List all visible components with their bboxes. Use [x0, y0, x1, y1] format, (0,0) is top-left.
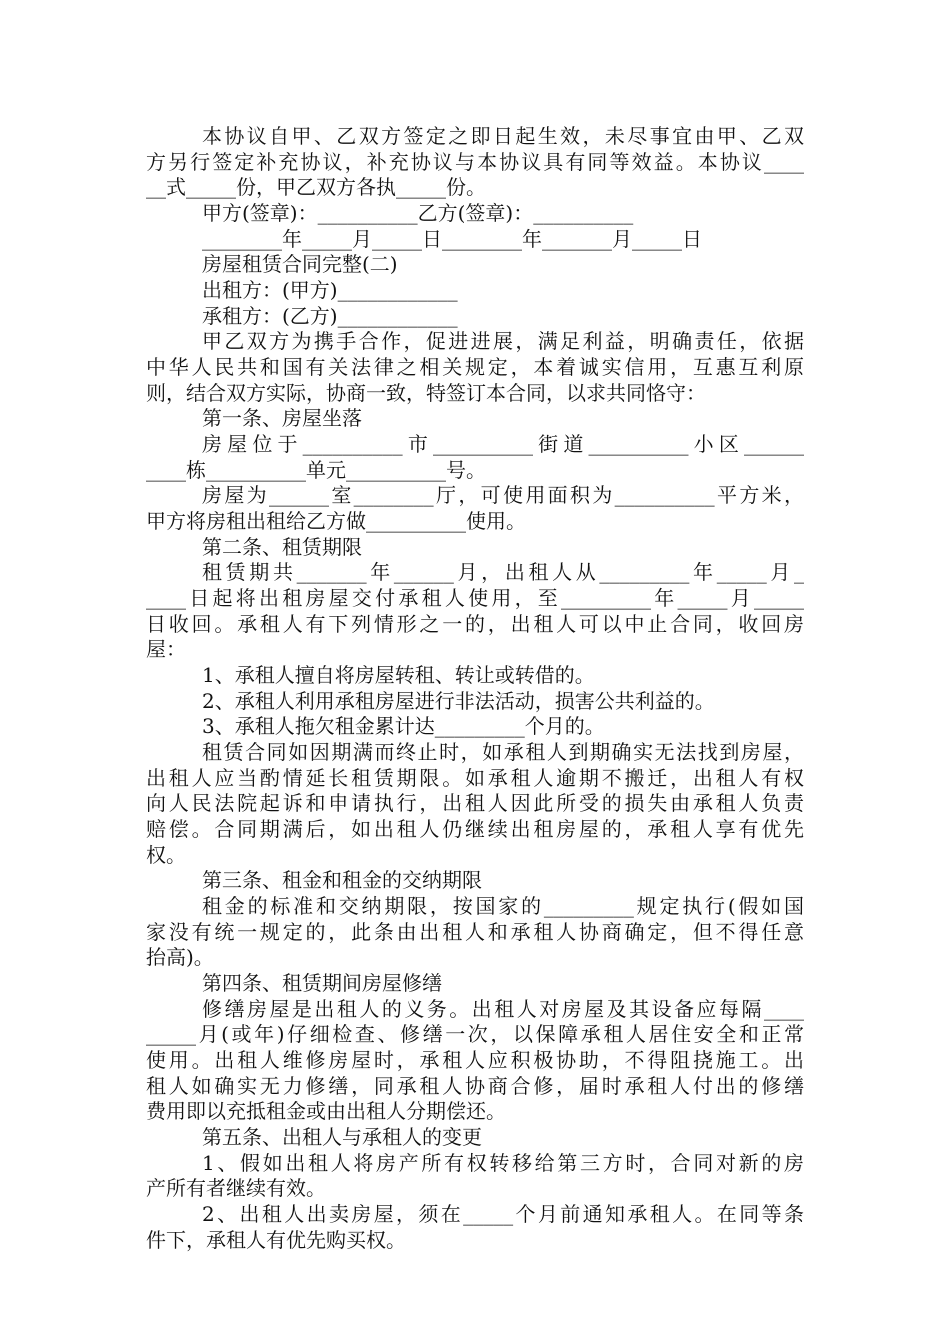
- text-line: 甲乙双方为携手合作，促进进展，满足利益，明确责任，依据: [202, 329, 804, 353]
- text-line: 方另行签定补充协议，补充协议与本协议具有同等效益。本协议____: [146, 150, 804, 174]
- text-line: 家没有统一规定的，此条由出租人和承租人协商确定，但不得任意: [146, 920, 804, 944]
- text-line: 出租方：(甲方)____________: [202, 278, 458, 302]
- text-line: 件下，承租人有优先购买权。: [146, 1228, 406, 1252]
- text-line: 中华人民共和国有关法律之相关规定，本着诚实信用，互惠互利原: [146, 355, 804, 379]
- text-line: 租赁合同如因期满而终止时，如承租人到期确实无法找到房屋，: [202, 740, 804, 764]
- list-item: 2、出租人出卖房屋，须在_____个月前通知承租人。在同等条: [202, 1202, 804, 1226]
- text-line: 权。: [146, 843, 186, 867]
- list-item: 1、承租人擅自将房屋转租、转让或转借的。: [202, 663, 595, 687]
- text-line: 费用即以充抵租金或由出租人分期偿还。: [146, 1099, 506, 1123]
- text-line: 甲方将房租出租给乙方做__________使用。: [146, 509, 526, 533]
- list-item: 3、承租人拖欠租金累计达_________个月的。: [202, 714, 605, 738]
- text-line: ________年_____月_____日________年_______月_____日: [202, 227, 702, 251]
- list-item: 1、假如出租人将房产所有权转移给第三方时，合同对新的房: [202, 1151, 804, 1175]
- text-line: 赔偿。合同期满后，如出租人仍继续出租房屋的，承租人享有优先: [146, 817, 804, 841]
- text-line: 出租人应当酌情延长租赁期限。如承租人逾期不搬迁，出租人有权: [146, 766, 804, 790]
- text-line: 租赁期共_______年______月，出租人从_________年_____月_: [202, 560, 804, 584]
- article-heading: 第一条、房屋坐落: [202, 406, 362, 430]
- article-heading: 第三条、租金和租金的交纳期限: [202, 868, 482, 892]
- document-page: [146, 0, 816, 1344]
- text-line: 日收回。承租人有下列情形之一的，出租人可以中止合同，收回房: [146, 612, 804, 636]
- text-line: 租金的标准和交纳期限，按国家的_________规定执行(假如国: [202, 894, 804, 918]
- article-heading: 第二条、租赁期限: [202, 535, 362, 559]
- text-line: 屋：: [146, 637, 186, 661]
- section-title: 房屋租赁合同完整(二): [202, 252, 398, 276]
- text-line: 则，结合双方实际，协商一致，特签订本合同，以求共同恪守：: [146, 381, 706, 405]
- text-line: 甲方(签章)：__________乙方(签章)：__________: [202, 201, 634, 225]
- text-line: 租人如确实无力修缮，同承租人协商合修，届时承租人付出的修缮: [146, 1074, 804, 1098]
- text-line: __式_____份，甲乙双方各执_____份。: [146, 175, 486, 199]
- text-line: 向人民法院起诉和申请执行，出租人因此所受的损失由承租人负责: [146, 791, 804, 815]
- text-line: 本协议自甲、乙双方签定之即日起生效，未尽事宜由甲、乙双: [202, 124, 804, 148]
- article-heading: 第四条、租赁期间房屋修缮: [202, 971, 442, 995]
- text-line: _____月(或年)仔细检查、修缮一次，以保障承租人居住安全和正常: [146, 1022, 804, 1046]
- text-line: 修缮房屋是出租人的义务。出租人对房屋及其设备应每隔____: [202, 997, 804, 1021]
- text-line: ____栋__________单元__________号。: [146, 458, 486, 482]
- text-line: 抬高)。: [146, 945, 214, 969]
- article-heading: 第五条、出租人与承租人的变更: [202, 1125, 482, 1149]
- text-line: 承租方：(乙方)____________: [202, 304, 458, 328]
- text-line: 产所有者继续有效。: [146, 1176, 326, 1200]
- text-line: ____日起将出租房屋交付承租人使用，至_________年_____月_____: [146, 586, 804, 610]
- list-item: 2、承租人利用承租房屋进行非法活动，损害公共利益的。: [202, 689, 715, 713]
- text-line: 使用。出租人维修房屋时，承租人应积极协助，不得阻挠施工。出: [146, 1048, 804, 1072]
- text-line: 房屋位于__________市__________街道__________小区______: [202, 432, 804, 456]
- text-line: 房屋为______室________厅，可使用面积为__________平方米，: [202, 483, 804, 507]
